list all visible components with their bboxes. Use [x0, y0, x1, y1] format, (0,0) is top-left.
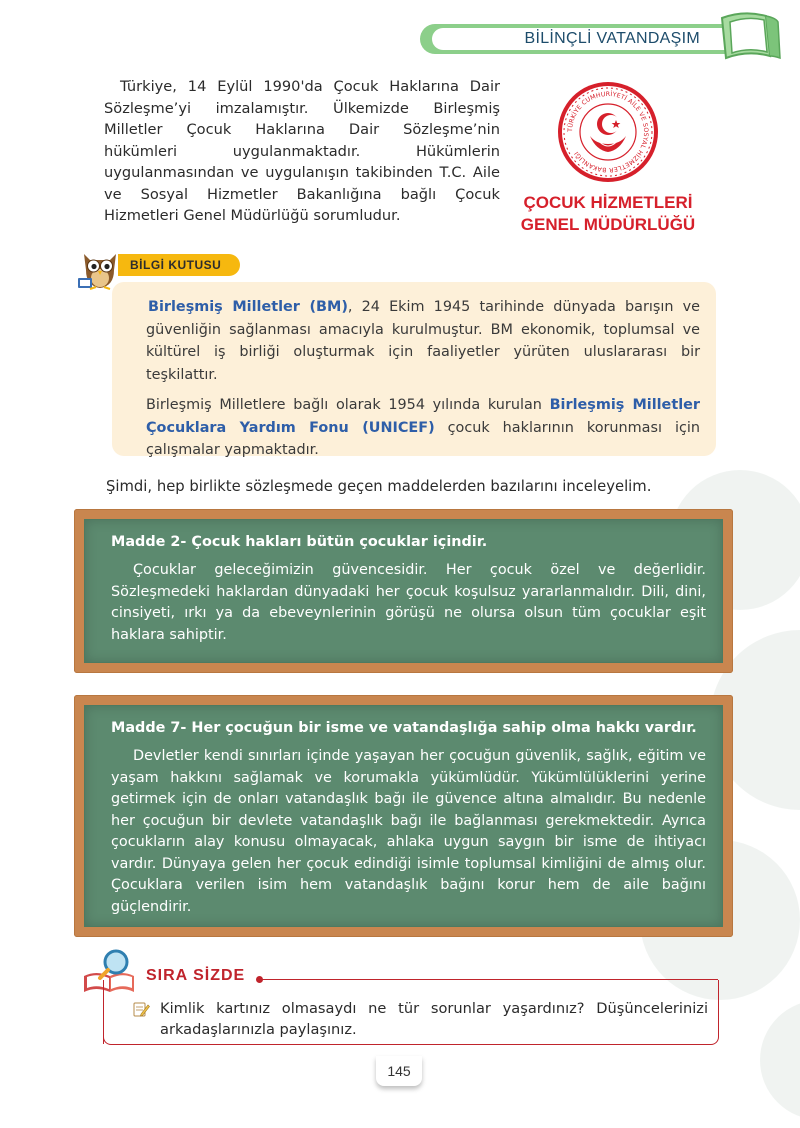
- chalkboard: [84, 519, 723, 663]
- bilgi-kutusu-label: BİLGİ KUTUSU: [118, 254, 240, 276]
- chalkboard: [84, 705, 723, 927]
- logo-caption-line2: GENEL MÜDÜRLÜĞÜ: [520, 215, 696, 234]
- article-board-7: [74, 695, 733, 937]
- article-board-2: [74, 509, 733, 673]
- pencil-icon: [132, 1000, 150, 1018]
- book-icon: [714, 8, 784, 66]
- info-paragraph-1: [146, 296, 700, 386]
- logo-ring-text: TÜRKİYE CUMHURİYETİ AİLE VE SOSYAL HİZMETLER BAKANLIĞI: [566, 90, 650, 174]
- sira-sizde-label: SIRA SİZDE: [146, 967, 246, 984]
- sira-sizde-question: Kimlik kartınız olmasaydı ne tür sorunlar yaşardınız? Düşüncelerinizi arkadaşlarınızla paylaşınız.: [160, 1000, 708, 1038]
- chapter-title: BİLİNÇLİ VATANDAŞIM: [524, 30, 700, 47]
- info-bm-term: Birleşmiş Milletler (BM): [148, 299, 348, 315]
- logo-caption-line1: ÇOCUK HİZMETLERİ: [523, 193, 693, 212]
- info-paragraph-2: [146, 394, 700, 462]
- transition-sentence: Şimdi, hep birlikte sözleşmede geçen maddelerden bazılarını inceleyelim.: [106, 478, 652, 495]
- logo-caption: [500, 192, 716, 236]
- article-title: Madde 7- Her çocuğun bir isme ve vatandaşlığa sahip olma hakkı vardır.: [111, 720, 697, 736]
- ministry-logo: [556, 80, 660, 184]
- article-title: Madde 2- Çocuk hakları bütün çocuklar içindir.: [111, 534, 488, 550]
- article-text: Çocuklar geleceğimizin güvencesidir. Her çocuk özel ve değerlidir. Sözleşmedeki haklardan dünyadaki her çocuk koşulsuz yararlanmalıdır. Dili, dini, cinsiyeti, ırkı ya da ebeveynlerinin görüşü ne olursa olsun tüm çocuklar eşit haklara sahiptir.: [111, 562, 706, 643]
- info-unicef-text: çocuk haklarının korunması için çalışmalar yapmaktadır.: [146, 419, 700, 458]
- info-bm-text: , 24 Ekim 1945 tarihinde dünyada barışın ve güvenliğin sağlanması amacıyla kurulmuştur. BM ekonomik, toplumsal ve kültürel iş birliği oluşturmak için faaliyetler yürüten uluslararası bir teşkilattır.: [146, 299, 700, 383]
- sira-sizde-box-edge: [103, 994, 104, 1044]
- info-unicef-intro: Birleşmiş Milletlere bağlı olarak 1954 yılında kurulan: [146, 397, 550, 413]
- header-banner: [432, 28, 732, 50]
- page-number: 145: [376, 1056, 422, 1086]
- article-text: Devletler kendi sınırları içinde yaşayan her çocuğun güvenlik, sağlık, eğitim ve yaşam hakkını sağlamak ve korumakla yükümlüdür. Yükümlülüklerini yerine getirmek için de onları vatandaşlık bağı ile güvence altına almalıdır. Bu nedenle her çocuğun bir devlete vatandaşlık bağı ile bağlanması gerekmektedir. Ayrıca çocukların alay konusu olmayacak, ahlaka uygun saygın bir isme de ihtiyacı vardır. Dünyaya gelen her çocuk edindiği isimle toplumsal kimliğini de almış olur. Çocuklara verilen isim hem vatandaşlık bağını korur hem de aile bağını güçlendirir.: [111, 748, 706, 915]
- intro-paragraph: Türkiye, 14 Eylül 1990'da Çocuk Haklarına Dair Sözleşme’yi imzalamıştır. Ülkemizde Birleşmiş Milletler Çocuk Haklarına Dair Sözleşme’nin hükümleri uygulanmaktadır. Hükümlerin uygulanmasından ve uygulanışın takibinden T.C. Aile ve Sosyal Hizmetler Bakanlığına bağlı Çocuk Hizmetleri Genel Müdürlüğü sorumludur.: [104, 78, 500, 224]
- info-box: [112, 282, 716, 456]
- info-unicef-term: Birleşmiş Milletler Çocuklara Yardım Fonu (UNICEF): [146, 397, 700, 436]
